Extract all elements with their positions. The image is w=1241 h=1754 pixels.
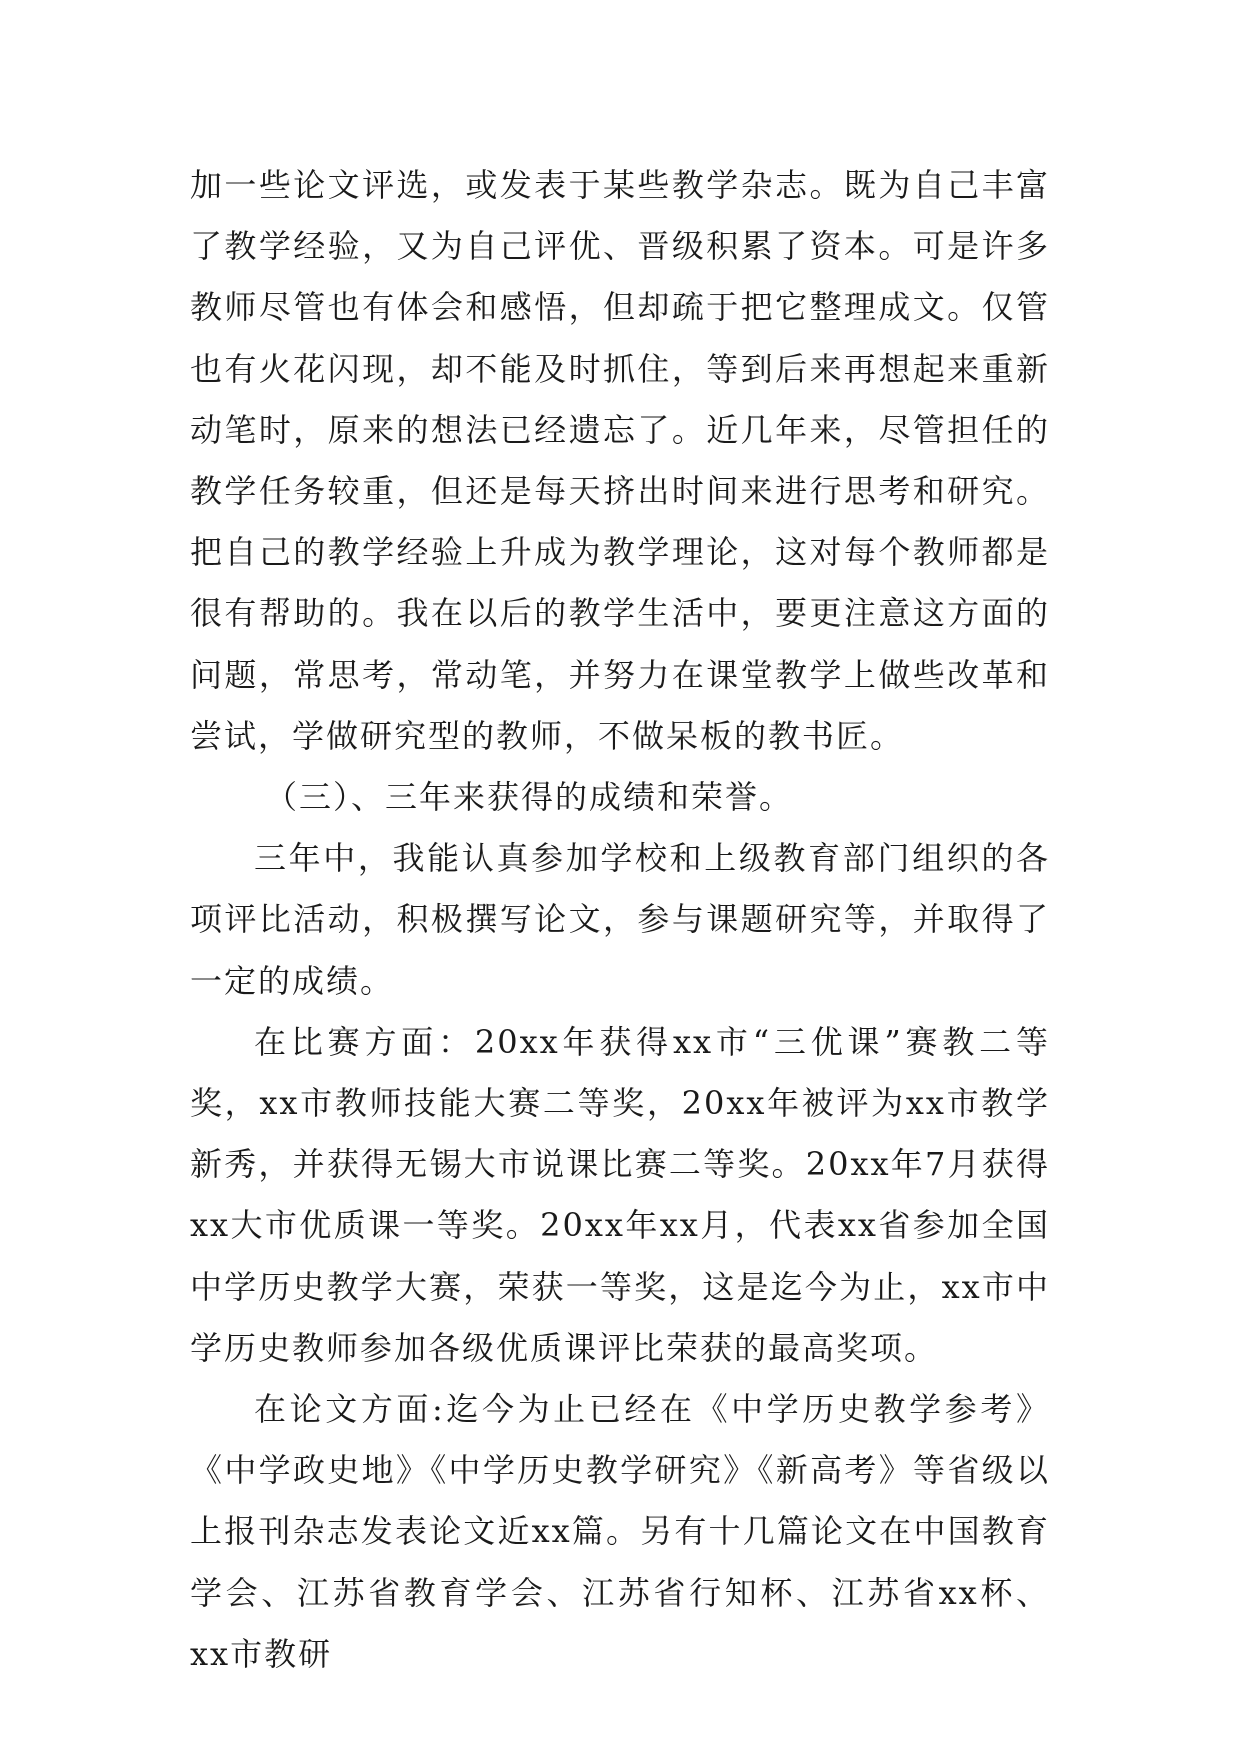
document-body [190, 155, 1050, 1685]
section-heading-achievements: （三）、三年来获得的成绩和荣誉。 [265, 778, 794, 817]
paragraph-achievements-summary: 三年中，我能认真参加学校和上级教育部门组织的各项评比活动，积极撰写论文，参与课题研究等，并取得了一定的成绩。 [190, 839, 1050, 1000]
paragraph-competitions: 在比赛方面：20xx年获得xx市“三优课”赛教二等奖，xx市教师技能大赛二等奖，20xx年被评为xx市教学新秀，并获得无锡大市说课比赛二等奖。20xx年7月获得xx大市优质课一等奖。20xx年xx月，代表xx省参加全国中学历史教学大赛，荣获一等奖，这是迄今为止，xx市中学历史教师参加各级优质课评比荣获的最高奖项。 [190, 1022, 1050, 1367]
paragraph-teaching-reflection: 加一些论文评选，或发表于某些教学杂志。既为自己丰富了教学经验，又为自己评优、晋级积累了资本。可是许多教师尽管也有体会和感悟，但却疏于把它整理成文。仅管也有火花闪现，却不能及时抓住，等到后来再想起来重新动笔时，原来的想法已经遗忘了。近几年来，尽管担任的教学任务较重，但还是每天挤出时间来进行思考和研究。把自己的教学经验上升成为教学理论，这对每个教师都是很有帮助的。我在以后的教学生活中，要更注意这方面的问题，常思考，常动笔，并努力在课堂教学上做些改革和尝试，学做研究型的教师，不做呆板的教书匠。 [190, 166, 1050, 755]
paragraph-papers: 在论文方面:迄今为止已经在《中学历史教学参考》《中学政史地》《中学历史教学研究》《新高考》等省级以上报刊杂志发表论文近xx篇。另有十几篇论文在中国教育学会、江苏省教育学会、江苏省行知杯、江苏省xx杯、xx市教研 [190, 1390, 1050, 1673]
